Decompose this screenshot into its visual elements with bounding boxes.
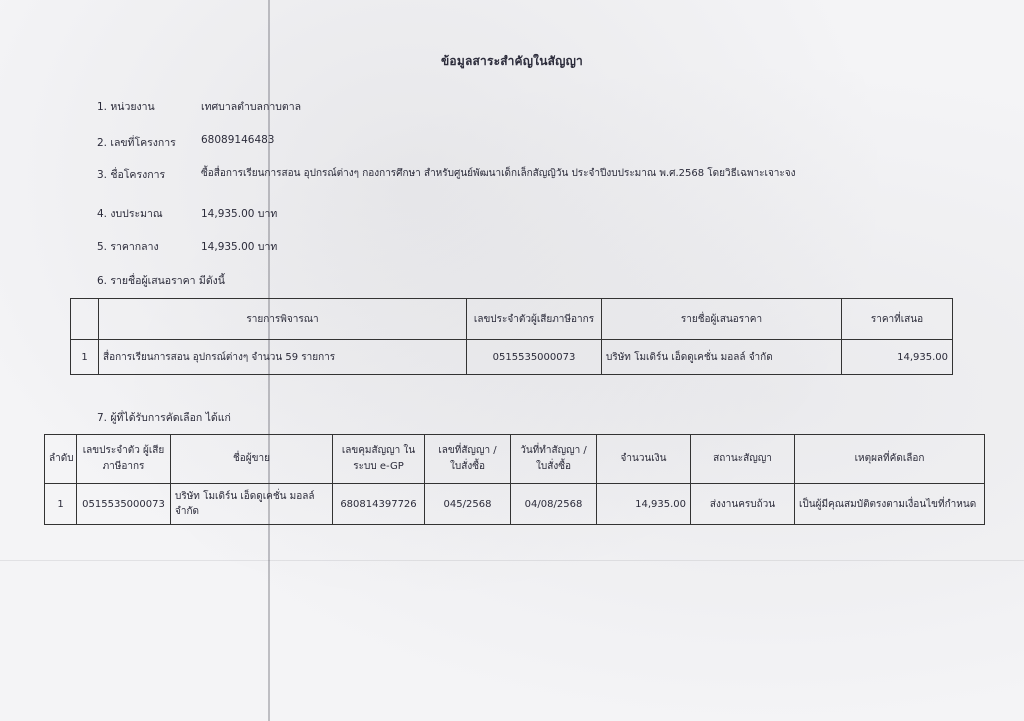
- table-header-row: [45, 435, 985, 484]
- fold-line-horizontal: [0, 560, 1024, 561]
- table-header: ราคาที่เสนอ: [842, 299, 953, 340]
- table-header: ชื่อผู้ขาย: [171, 435, 333, 484]
- table-header: รายการพิจารณา: [99, 299, 467, 340]
- table-header: เลขคุมสัญญา ในระบบ e-GP: [333, 435, 425, 484]
- table-cell: 045/2568: [425, 484, 511, 525]
- table-row: [45, 484, 985, 525]
- field-label: 1. หน่วยงาน: [97, 101, 155, 113]
- table-header: เหตุผลที่คัดเลือก: [795, 435, 985, 484]
- table-cell: 680814397726: [333, 484, 425, 525]
- document-title: ข้อมูลสาระสำคัญในสัญญา: [441, 54, 583, 68]
- table-header: ลำดับ: [45, 435, 77, 484]
- table-header: จำนวนเงิน: [597, 435, 691, 484]
- table-cell: 0515535000073: [77, 484, 171, 525]
- table-header: วันที่ทำสัญญา / ใบสั่งซื้อ: [511, 435, 597, 484]
- table-cell: 14,935.00: [842, 340, 953, 375]
- field-value: 68089146483: [201, 134, 275, 146]
- table-cell: บริษัท โมเดิร์น เอ็ดดูเคชั่น มอลล์ จำกัด: [171, 484, 333, 525]
- table-header: [71, 299, 99, 340]
- table-cell: บริษัท โมเดิร์น เอ็ดดูเคชั่น มอลล์ จำกัด: [602, 340, 842, 375]
- field-value: 14,935.00 บาท: [201, 208, 278, 220]
- field-value: ซื้อสื่อการเรียนการสอน อุปกรณ์ต่างๆ กองการศึกษา สำหรับศูนย์พัฒนาเด็กเล็กสัญญิวัน ประจำปีงบประมาณ พ.ศ.2568 โดยวิธีเฉพาะเจาะจง: [201, 168, 796, 179]
- field-label: 3. ชื่อโครงการ: [97, 169, 166, 181]
- table-cell: 1: [45, 484, 77, 525]
- field-value: 14,935.00 บาท: [201, 241, 278, 253]
- table-cell: สื่อการเรียนการสอน อุปกรณ์ต่างๆ จำนวน 59 รายการ: [99, 340, 467, 375]
- bidders-table: [70, 298, 953, 375]
- table-cell: 0515535000073: [467, 340, 602, 375]
- table-cell: 14,935.00: [597, 484, 691, 525]
- table-header-row: [71, 299, 953, 340]
- table-cell: 1: [71, 340, 99, 375]
- section6-heading: 6. รายชื่อผู้เสนอราคา มีดังนี้: [97, 275, 225, 287]
- field-label: 5. ราคากลาง: [97, 241, 159, 253]
- table-row: [71, 340, 953, 375]
- field-label: 4. งบประมาณ: [97, 208, 163, 220]
- field-value: เทศบาลตำบลกาบตาล: [201, 101, 302, 113]
- table-header: เลขประจำตัว ผู้เสียภาษีอากร: [77, 435, 171, 484]
- field-label: 2. เลขที่โครงการ: [97, 137, 176, 149]
- table-cell: 04/08/2568: [511, 484, 597, 525]
- table-header: เลขที่สัญญา / ใบสั่งซื้อ: [425, 435, 511, 484]
- section7-heading: 7. ผู้ที่ได้รับการคัดเลือก ได้แก่: [97, 412, 231, 424]
- table-cell: เป็นผู้มีคุณสมบัติตรงตามเงื่อนไขที่กำหนด: [795, 484, 985, 525]
- selected-vendor-table: [44, 434, 985, 525]
- table-header: สถานะสัญญา: [691, 435, 795, 484]
- table-header: รายชื่อผู้เสนอราคา: [602, 299, 842, 340]
- table-header: เลขประจำตัวผู้เสียภาษีอากร: [467, 299, 602, 340]
- table-cell: ส่งงานครบถ้วน: [691, 484, 795, 525]
